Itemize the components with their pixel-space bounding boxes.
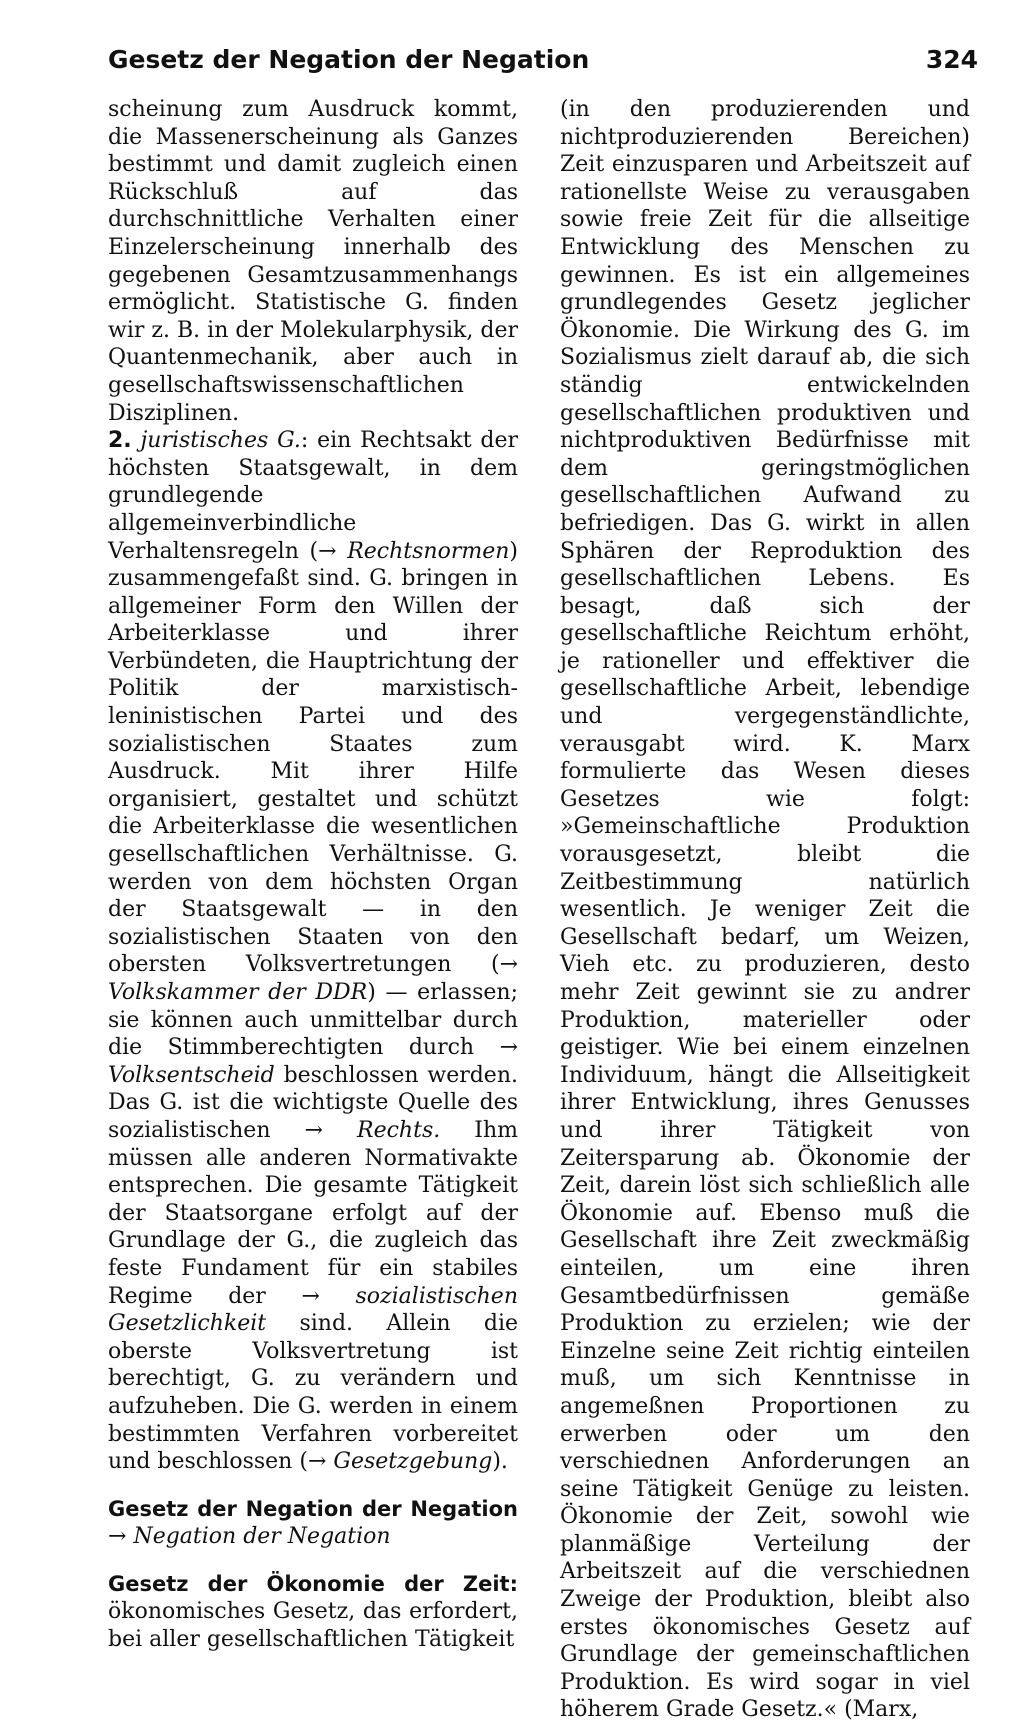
entry-oekonomie-der-zeit	[108, 1571, 518, 1654]
text-run: ).	[492, 1449, 508, 1475]
cross-reference-arrow-icon: →	[318, 538, 337, 564]
running-head-title: Gesetz der Negation der Negation	[108, 45, 590, 74]
cross-reference-link[interactable]: Volkskammer der DDR	[108, 980, 368, 1005]
oekonomie-paragraph: (in den produzierenden und nichtproduzierenden Bereichen) Zeit einzusparen und Arbeitszeit auf rationellste Weise zu verausgaben sowie freie Zeit für die allseitige Entwicklung des Menschen zu gewinnen. Es ist ein allgemeines grundlegendes Gesetz jeglicher Ökonomie. Die Wirkung des G. im Sozialismus zielt darauf ab, die sich ständig entwickelnden gesellschaftlichen produktiven und nichtproduktiven Bedürfnisse mit dem geringstmöglichen gesellschaftlichen Aufwand zu befriedigen. Das G. wirkt in allen Sphären der Reproduktion des gesellschaftlichen Lebens. Es besagt, daß sich der gesellschaftliche Reichtum erhöht, je rationeller und effektiver die gesellschaftliche Arbeit, lebendige und vergegenständlichte, verausgabt wird. K. Marx formulierte das Wesen dieses Gesetzes wie folgt: »Gemeinschaftliche Produktion vorausgesetzt, bleibt die Zeitbestimmung natürlich wesentlich. Je weniger Zeit die Gesellschaft bedarf, um Weizen, Vieh etc. zu produzieren, desto mehr Zeit gewinnt sie zu andrer Produktion, materieller oder geistiger. Wie bei einem einzelnen Individuum, hängt die Allseitigkeit ihrer Entwicklung, ihres Genusses und ihrer Tätigkeit von Zeitersparung ab. Ökonomie der Zeit, darein löst sich schließlich alle Ökonomie auf. Ebenso muß die Gesellschaft ihre Zeit zweckmäßig einteilen, um eine ihren Gesamtbedürfnissen gemäße Produktion zu erzielen; wie der Einzelne seine Zeit richtig einteilen muß, um sich Kenntnisse in angemeßnen Proportionen zu erwerben oder um den verschiednen Anforderungen an seine Tätigkeit Genüge zu leisten. Ökonomie der Zeit, sowohl wie planmäßige Verteilung der Arbeitszeit auf die verschiednen Zweige der Produktion, bleibt also erstes ökonomisches Gesetz auf Grundlage der gemeinschaftlichen Produktion. Es wird sogar in viel höherem Grade Gesetz.« (Marx,	[560, 97, 970, 1723]
entry-headword: Gesetz der Ökonomie der Zeit:	[108, 1571, 518, 1596]
text-run: ) zusammengefaßt sind. G. bringen in allgemeiner Form den Willen der Arbeiterklasse und ihrer Verbündeten, die Hauptrichtung der Politik der marxistisch-leninistischen Partei und des sozialistischen Staates zum Ausdruck. Mit ihrer Hilfe organisiert, gestaltet und schützt die Arbeiterklasse die wesentlichen gesellschaftlichen Verhältnisse. G. werden von dem höchsten Organ der Staatsgewalt — in den sozialistischen Staaten von den obersten Volksvertretungen (	[108, 538, 518, 978]
right-column	[560, 96, 970, 1724]
text-run: beschlossen werden. Das G. ist die wichtigste Quelle des sozialistischen	[108, 1062, 518, 1143]
text-run: ) — erlassen; sie können auch unmittelbar durch die Stimmberechtigten durch	[108, 980, 518, 1061]
cross-reference-arrow-icon: →	[499, 952, 518, 978]
cross-reference-link[interactable]: Gesetzgebung	[333, 1449, 493, 1475]
section-term: juristisches G.	[140, 428, 301, 454]
page-number: 324	[925, 45, 978, 74]
continued-paragraph: scheinung zum Ausdruck kommt, die Massenerscheinung als Ganzes bestimmt und damit zugleich einen Rückschluß auf das durchschnittliche Verhalten einer Einzelerscheinung innerhalb des gegebenen Gesamtzusammenhangs ermöglicht. Statistische G. finden wir z. B. in der Molekularphysik, der Quantenmechanik, aber auch in gesellschaftswissenschaftlichen Disziplinen.	[108, 97, 518, 426]
entry-negation	[108, 1496, 518, 1551]
cross-reference-link[interactable]: sozialistischen Gesetzlichkeit	[108, 1283, 518, 1337]
cross-reference-arrow-icon: →	[307, 1449, 327, 1475]
running-head	[108, 40, 978, 80]
entry-headword: Gesetz der Negation der Negation	[108, 1496, 518, 1521]
cross-reference-arrow-icon: →	[108, 1524, 127, 1550]
cross-reference-link[interactable]: Rechtsnormen	[347, 538, 510, 564]
cross-reference-arrow-icon: →	[301, 1283, 320, 1309]
section-number: 2.	[108, 428, 132, 454]
cross-reference-arrow-icon: →	[304, 1117, 323, 1143]
left-column	[108, 96, 518, 1654]
cross-reference-link[interactable]: Negation der Negation	[133, 1524, 391, 1550]
text-run: Ihm müssen alle anderen Normativakte entsprechen. Die gesamte Tätigkeit der Staatsorgane erfolgt auf der Grundlage der G., die zugleich das feste Fundament für ein stabiles Regime der	[108, 1117, 519, 1309]
cross-reference-link[interactable]: Volksentscheid	[108, 1062, 275, 1088]
juristic-law-paragraph	[108, 427, 518, 1476]
cross-reference-arrow-icon: →	[499, 1035, 518, 1061]
text-run: sind. Allein die oberste Volksvertretung ist berechtigt, G. zu verändern und aufzuheben. Die G. werden in einem bestimmten Verfahren vorbereitet und beschlossen (	[108, 1311, 518, 1475]
cross-reference-link[interactable]: Rechts.	[357, 1117, 441, 1143]
text-run: : ein Rechtsakt der höchsten Staatsgewalt, in dem grundlegende allgemeinverbindliche Verhaltensregeln (	[108, 428, 518, 564]
entry-text: ökonomisches Gesetz, das erfordert, bei aller gesellschaftlichen Tätigkeit	[108, 1599, 518, 1653]
